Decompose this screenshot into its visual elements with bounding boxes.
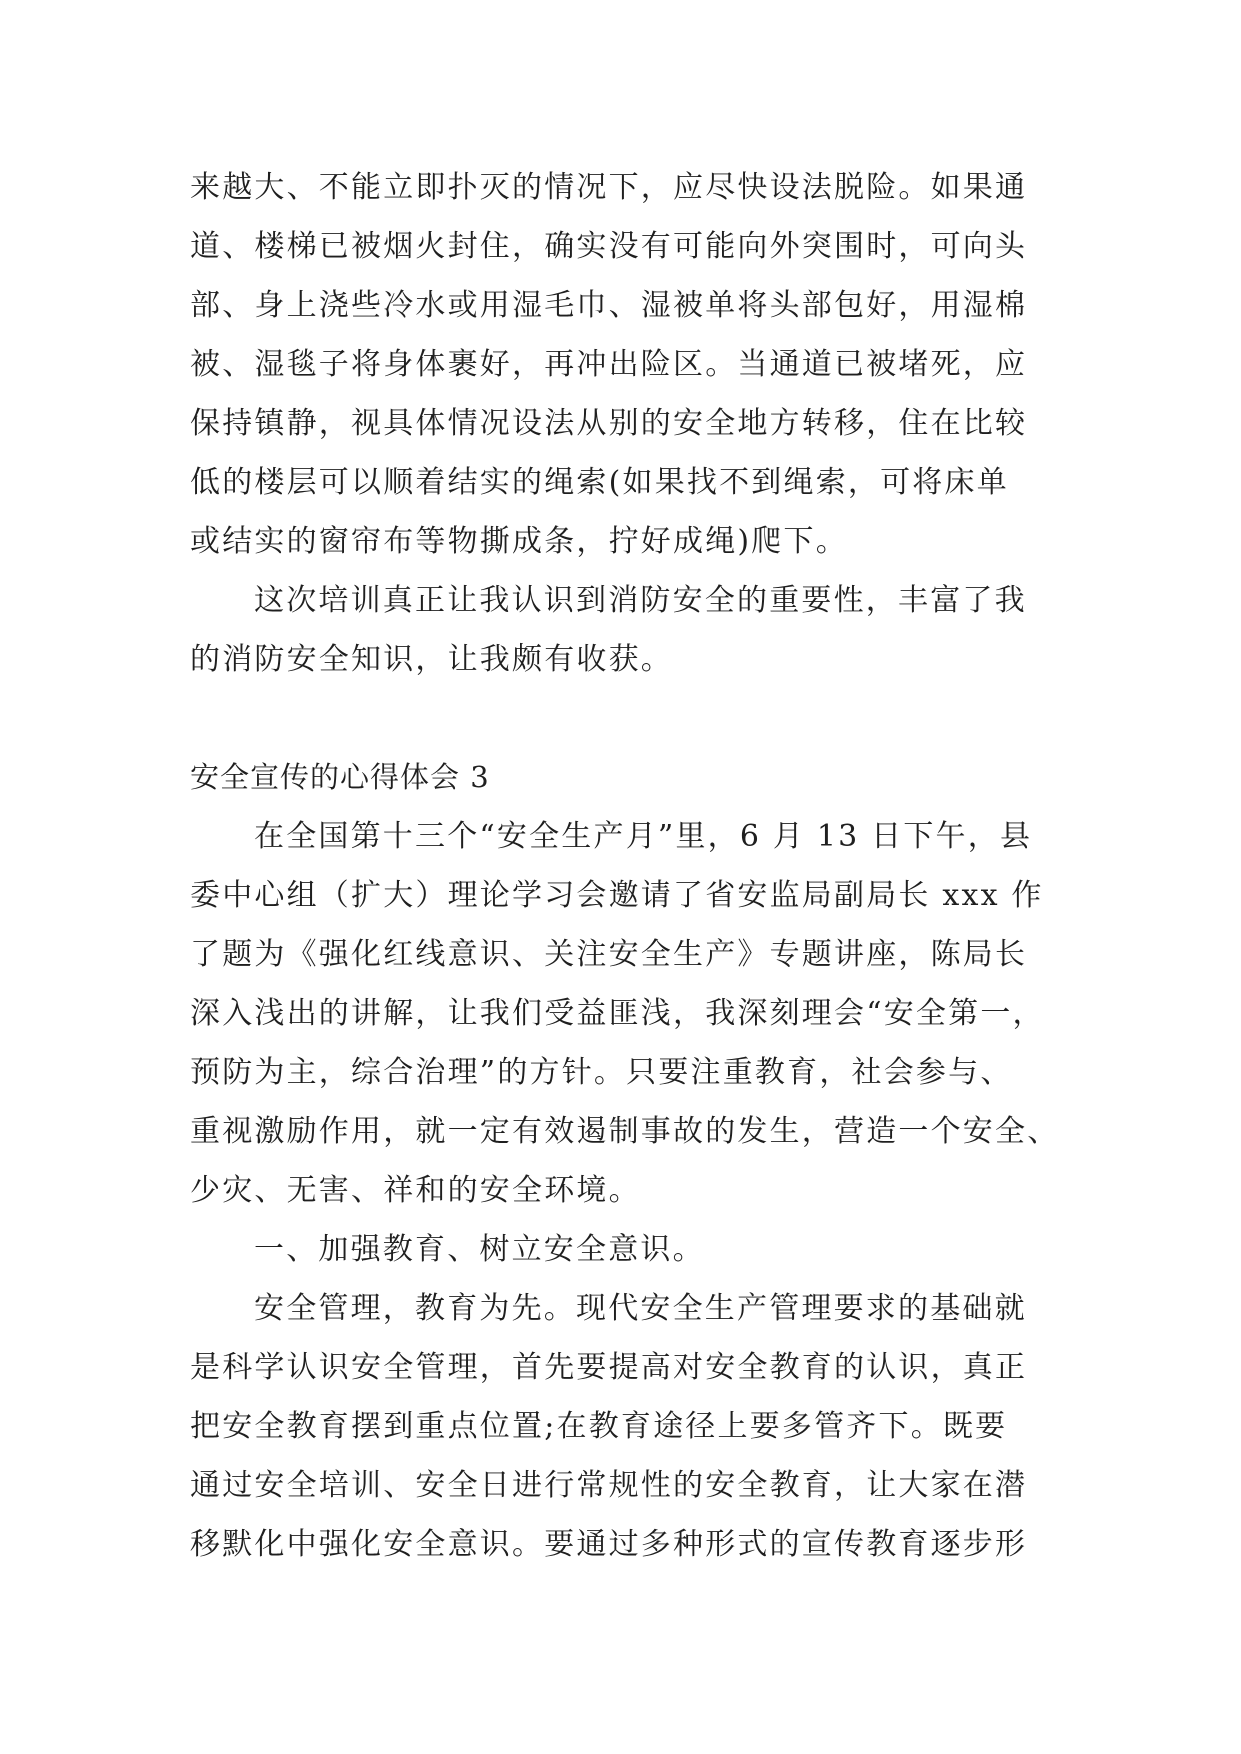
text-line: 或结实的窗帘布等物撕成条，拧好成绳)爬下。 [190,524,848,559]
text-line: 安全管理，教育为先。现代安全生产管理要求的基础就 [254,1291,1027,1326]
paragraph-training-summary [190,571,1052,689]
text-line: 低的楼层可以顺着结实的绳索(如果找不到绳索，可将床单 [190,465,1009,500]
text-line: 这次培训真正让我认识到消防安全的重要性，丰富了我 [254,583,1027,618]
text-line: 深入浅出的讲解，让我们受益匪浅，我深刻理会“安全第一， [190,996,1045,1031]
text-line: 把安全教育摆到重点位置;在教育途径上要多管齐下。既要 [190,1409,1008,1444]
text-line: 的消防安全知识，让我颇有收获。 [190,642,673,677]
text-line: 委中心组（扩大）理论学习会邀请了省安监局副局长 xxx 作 [190,878,1044,913]
text-line: 保持镇静，视具体情况设法从别的安全地方转移，住在比较 [190,406,1028,441]
paragraph-fire-escape [190,158,1052,571]
paragraph-safety-education [190,1279,1052,1574]
text-line: 少灾、无害、祥和的安全环境。 [190,1173,641,1208]
text-line: 了题为《强化红线意识、关注安全生产》专题讲座，陈局长 [190,937,1028,972]
text-line: 重视激励作用，就一定有效遏制事故的发生，营造一个安全、 [190,1114,1060,1149]
text-line: 通过安全培训、安全日进行常规性的安全教育，让大家在潜 [190,1468,1028,1503]
paragraph-gap [190,689,1052,748]
text-line: 道、楼梯已被烟火封住，确实没有可能向外突围时，可向头 [190,229,1028,264]
document-body [190,158,1060,1574]
text-line: 预防为主，综合治理”的方针。只要注重教育，社会参与、 [190,1055,1013,1090]
subheading-education: 一、加强教育、树立安全意识。 [254,1232,705,1267]
text-line: 被、湿毯子将身体裹好，再冲出险区。当通道已被堵死，应 [190,347,1028,382]
text-line: 是科学认识安全管理，首先要提高对安全教育的认识，真正 [190,1350,1028,1385]
paragraph-safety-month [190,807,1060,1220]
text-line: 部、身上浇些冷水或用湿毛巾、湿被单将头部包好，用湿棉 [190,288,1028,323]
text-line: 在全国第十三个“安全生产月”里，6 月 13 日下午，县 [254,819,1033,854]
text-line: 移默化中强化安全意识。要通过多种形式的宣传教育逐步形 [190,1527,1028,1562]
text-line: 来越大、不能立即扑灭的情况下，应尽快设法脱险。如果通 [190,170,1028,205]
section-heading: 安全宣传的心得体会 3 [190,760,490,794]
